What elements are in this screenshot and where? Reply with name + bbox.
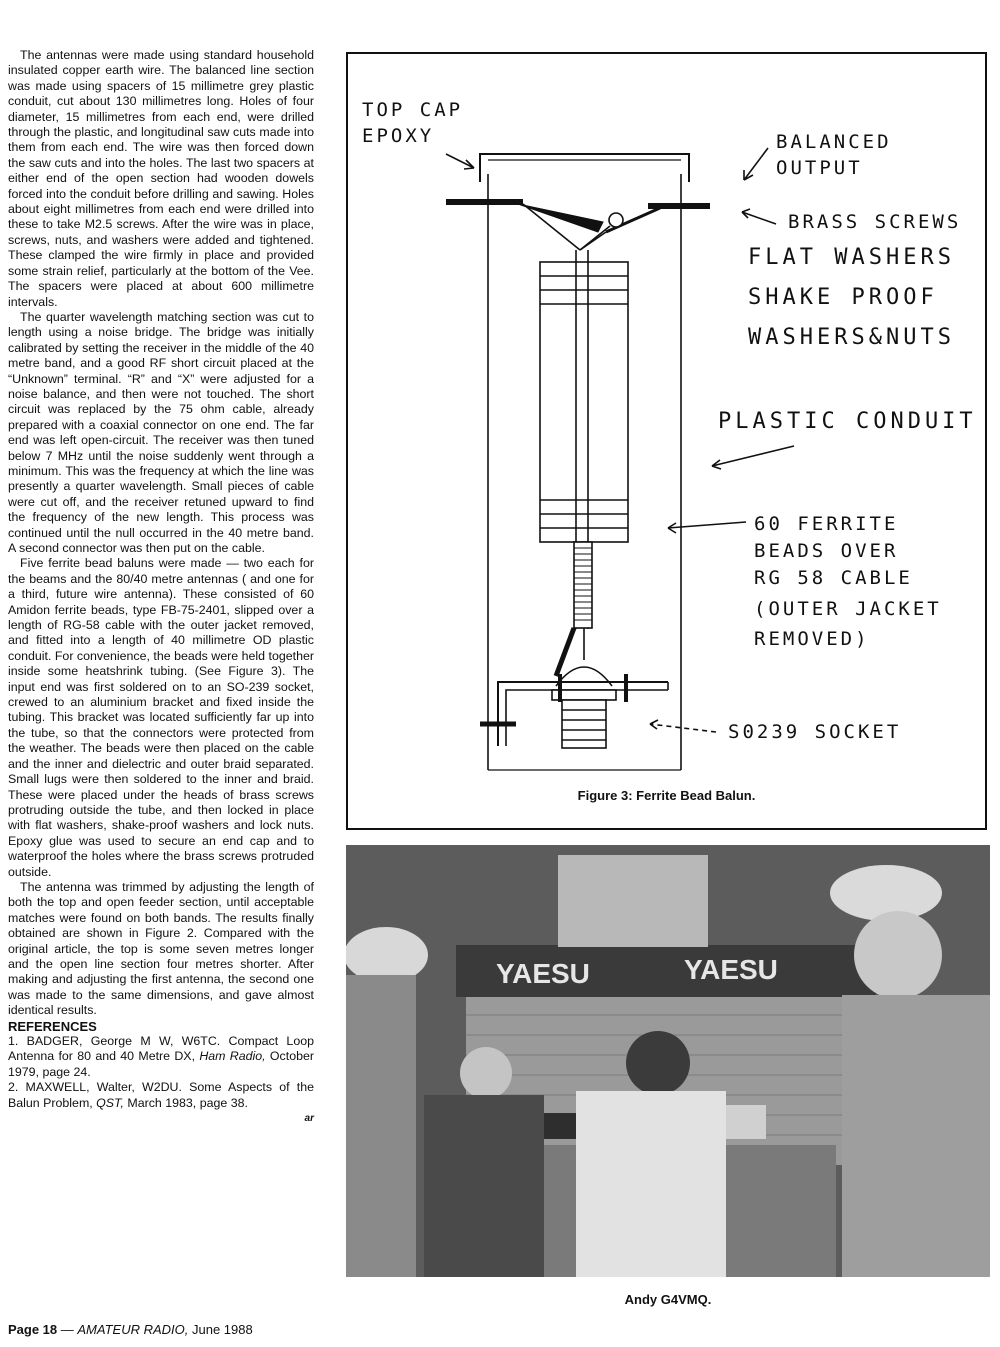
label-flat-washers: FLAT WASHERS xyxy=(748,245,955,270)
person-hat xyxy=(346,927,428,983)
paragraph: The antenna was trimmed by adjusting the length of both the top and open feeder section, until acceptable matches were found on both bands. The results finally obtained are shown in Figure 2. Compared with the original article, the top is some seven metres longer and the open line section four metres shorter. After making and adjusting the first antenna, the second one was made to the same dimensions, and gave almost identical results. xyxy=(8,879,314,1018)
person-hat-right xyxy=(830,865,942,921)
article-body xyxy=(8,48,314,1126)
label-socket: S0239 SOCKET xyxy=(728,721,902,743)
paragraph: The quarter wavelength matching section was cut to length using a noise bridge. The bridge was initially calibrated by setting the receiver in the middle of the 40 metre band, and a good RF short circuit placed at the “Unknown” terminal. “R” and “X” were adjusted for a noise balance, and then were not touched. The short circuit was replaced by the 75 ohm cable, already prepared with a coaxial connector on one end. The far end was left open-circuit. The receiver was then tuned below 7 MHz until the noise suddenly went through a minimum. This was the frequency at which the line was presently a quarter wavelength. Small pieces of cable were cut off, and the receiver retuned upward to find the frequency of the new length. This process was continued until the null occurred in the 40 metre band. A second connector was then put on the cable. xyxy=(8,309,314,555)
page-number: Page 18 xyxy=(8,1322,58,1337)
paragraph: The antennas were made using standard household insulated copper earth wire. The balanced line section was made using spacers of 15 millimetre grey plastic conduit, cut about 130 millimetres long. Holes of four diameter, 15 millimetres from each end, were drilled through the plastic, and longitudinal saw cuts made into them from each end. The wire was then forced down the saw cuts and into the holes. The last two spacers at either end of the open section had wooden dowels forced into the conduit before drilling and sawing. Holes about eight millimetres from each end were drilled into these to take M2.5 screws. After the wire was in place, screws, nuts, and washers were added and tightened. These clamped the wire firmly in place and provided some strain relief, particularly at the bottom of the Vee. The spacers were placed at about 600 millimetre intervals. xyxy=(8,48,314,309)
label-ferrite: 60 FERRITE xyxy=(754,513,899,535)
person-seated xyxy=(576,1091,726,1277)
arrow xyxy=(446,154,474,168)
page-footer: Page 18 — AMATEUR RADIO, June 1988 xyxy=(8,1322,253,1337)
references-heading: REFERENCES xyxy=(8,1018,97,1034)
person-left xyxy=(346,975,416,1277)
banner-text: YAESU xyxy=(496,958,590,989)
label-outer-jacket: (OUTER JACKET xyxy=(754,598,942,620)
label-shake-proof: SHAKE PROOF xyxy=(748,285,938,310)
label-plastic-conduit: PLASTIC CONDUIT xyxy=(718,409,977,434)
label-beads-over: BEADS OVER xyxy=(754,540,899,562)
top-cap xyxy=(480,154,689,182)
label-rg58: RG 58 CABLE xyxy=(754,567,913,589)
banner-text: YAESU xyxy=(684,954,778,985)
label-top-cap: TOP CAP xyxy=(362,99,464,121)
photo-illustration xyxy=(346,845,990,1277)
boy-seated xyxy=(424,1095,544,1277)
photo-caption: Andy G4VMQ. xyxy=(624,1292,712,1307)
label-epoxy: EPOXY xyxy=(362,125,435,147)
label-output: OUTPUT xyxy=(776,157,863,179)
label-removed: REMOVED) xyxy=(754,628,870,650)
paragraph: Five ferrite bead baluns were made — two each for the beams and the 80/40 metre antennas ( and one for a third, future wire antenna). These consisted of 60 Amidon ferrite beads, type FB-75-2401, slipped over a length of RG-58 cable with the outer jacket removed, and fitted into a length of 40 millimetre OD plastic conduit. For convenience, the beads were held together inside some heatshrink tubing. (See Figure 3). The input end was first soldered on to an SO-239 socket, crewed to an aluminium bracket and fixed inside the tubing. This bracket was located sufficiently far up into the tube, so that the connectors were protected from the weather. The beads were then placed on the cable and the inner and dielectric and outer braid separated. Small lugs were then soldered to the inner and braid. These were placed under the heads of brass screws protruding outside the tube, and then locked in place with flat washers, shake-proof washers and lock nuts. Epoxy glue was used to secure an end cap and to waterproof the holes where the brass screws protruded outside. xyxy=(8,556,314,879)
figure-caption: Figure 3: Ferrite Bead Balun. xyxy=(577,788,756,803)
wall-poster xyxy=(558,855,708,947)
end-mark: ar xyxy=(304,1113,314,1125)
figure-3 xyxy=(346,52,987,830)
balun-diagram xyxy=(348,54,989,832)
magazine-name: AMATEUR RADIO, xyxy=(77,1322,189,1337)
issue-date: June 1988 xyxy=(188,1322,253,1337)
reference-item: 2. MAXWELL, Walter, W2DU. Some Aspects of the Balun Problem, QST, March 1983, page 38. xyxy=(8,1080,314,1110)
label-balanced: BALANCED xyxy=(776,131,892,153)
label-brass-screws: BRASS SCREWS xyxy=(788,211,962,233)
reference-item: 1. BADGER, George M W, W6TC. Compact Loop Antenna for 80 and 40 Metre DX, Ham Radio, October 1979, page 24. xyxy=(8,1034,314,1079)
photo-andy xyxy=(346,845,990,1277)
person-right xyxy=(842,995,990,1277)
label-washers-nuts: WASHERS&NUTS xyxy=(748,325,955,350)
